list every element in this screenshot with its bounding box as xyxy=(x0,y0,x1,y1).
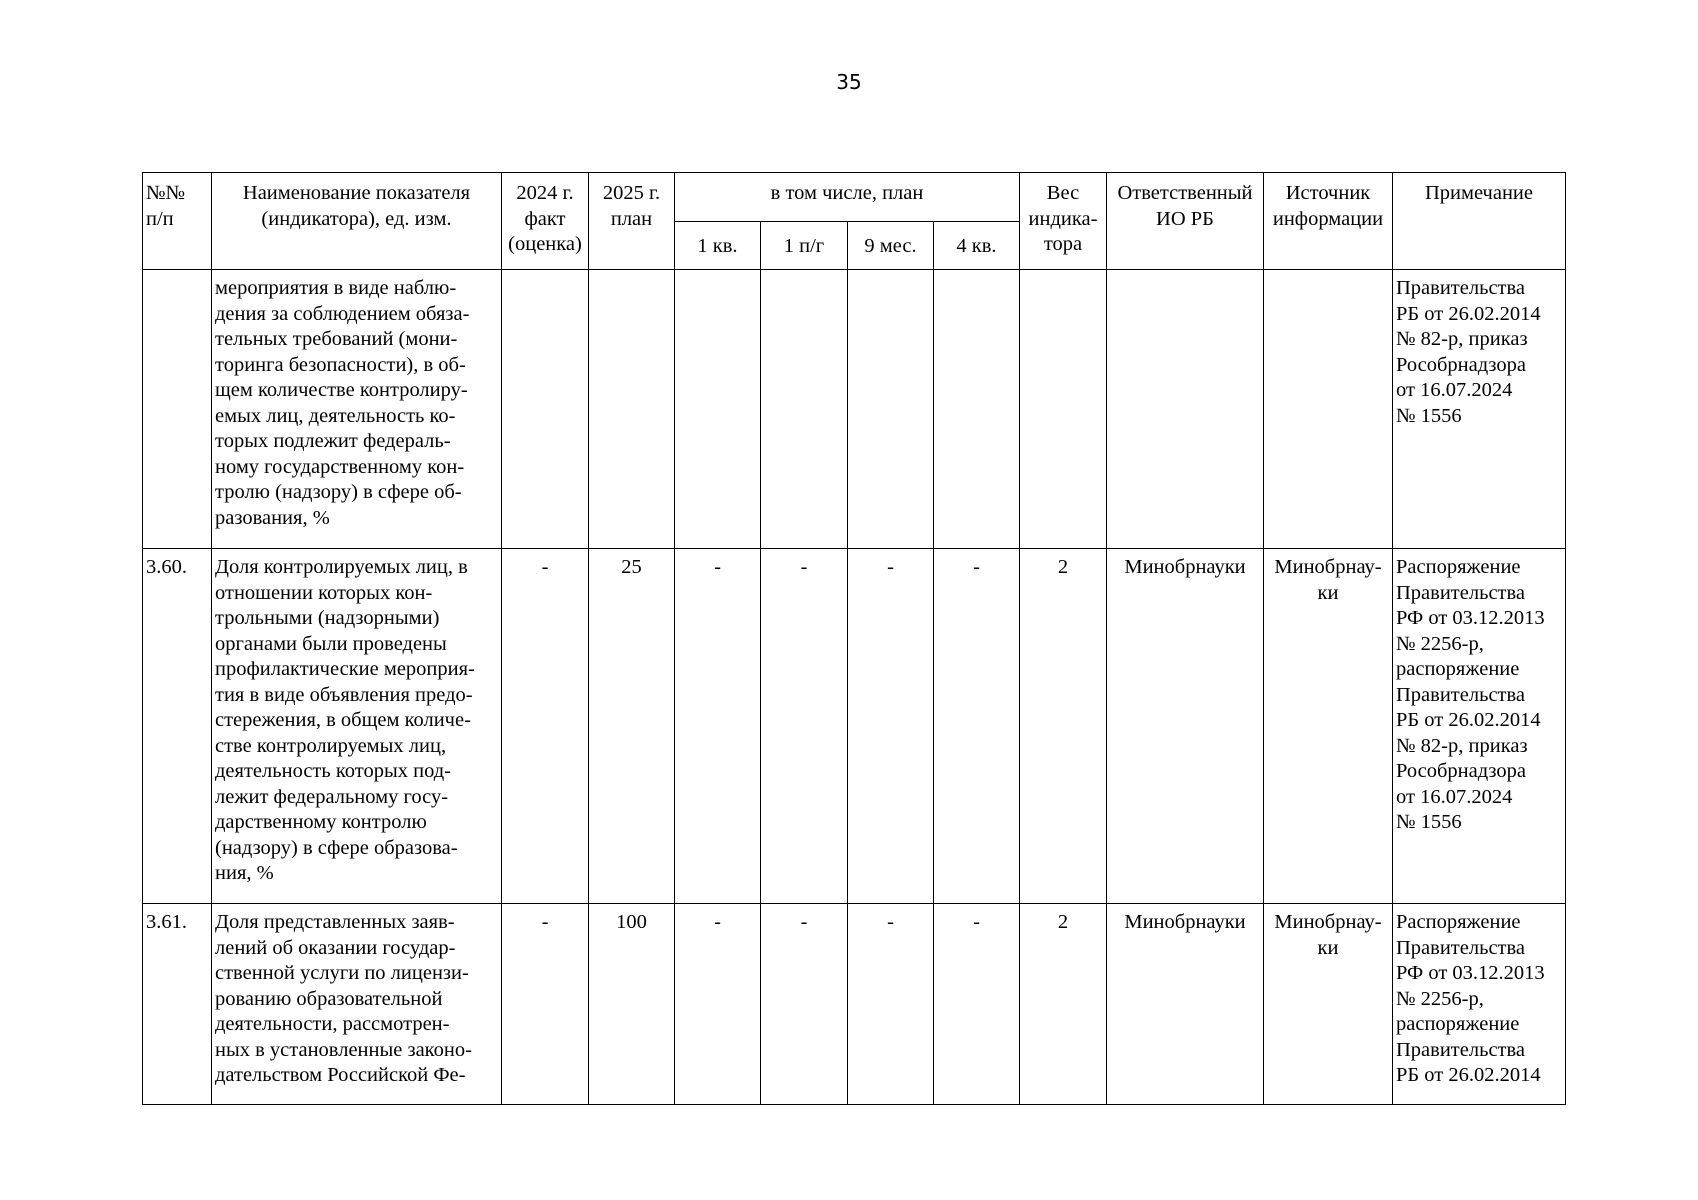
cell-num: 3.60. xyxy=(143,549,212,904)
cell-weight xyxy=(1020,270,1107,549)
table-header-row xyxy=(143,173,1566,222)
header-9-months: 9 мес. xyxy=(848,222,934,270)
cell-q4: - xyxy=(934,904,1020,1105)
header-source: Источник информации xyxy=(1264,173,1393,270)
cell-q1: - xyxy=(675,904,761,1105)
cell-q1: - xyxy=(675,549,761,904)
cell-name: Доля представленных заяв- лений об оказании государ- ственной услуги по лицензи- рованию образовательной деятельности, рассмотрен- ных в установленные законо- дательством Российской Фе- xyxy=(212,904,502,1105)
header-responsible: Ответственный ИО РБ xyxy=(1107,173,1264,270)
cell-fact-2024 xyxy=(502,270,589,549)
cell-9-months xyxy=(848,270,934,549)
cell-9-months: - xyxy=(848,904,934,1105)
cell-q4 xyxy=(934,270,1020,549)
cell-note: Распоряжение Правительства РФ от 03.12.2013 № 2256-р, распоряжение Правительства РБ от 26.02.2014 № 82-р, приказ Рособрнадзора от 16.07.2024 № 1556 xyxy=(1393,549,1566,904)
cell-name: мероприятия в виде наблю- дения за соблюдением обяза- тельных требований (мони- торинга безопасности), в об- щем количестве контролиру- емых лиц, деятельность ко- торых подлежит федераль- ному государственному кон- тролю (надзору) в сфере об- разования, % xyxy=(212,270,502,549)
cell-fact-2024: - xyxy=(502,904,589,1105)
cell-q1 xyxy=(675,270,761,549)
cell-h1 xyxy=(761,270,848,549)
header-q1: 1 кв. xyxy=(675,222,761,270)
header-name: Наименование показателя (индикатора), ед. изм. xyxy=(212,173,502,270)
cell-plan-2025: 100 xyxy=(589,904,675,1105)
cell-source xyxy=(1264,270,1393,549)
cell-source: Минобрнау- ки xyxy=(1264,904,1393,1105)
header-q4: 4 кв. xyxy=(934,222,1020,270)
table-row xyxy=(143,270,1566,549)
cell-note: Правительства РБ от 26.02.2014 № 82-р, приказ Рособрнадзора от 16.07.2024 № 1556 xyxy=(1393,270,1566,549)
header-including-plan: в том числе, план xyxy=(675,173,1020,222)
header-h1: 1 п/г xyxy=(761,222,848,270)
cell-responsible xyxy=(1107,270,1264,549)
cell-plan-2025: 25 xyxy=(589,549,675,904)
cell-q4: - xyxy=(934,549,1020,904)
cell-weight: 2 xyxy=(1020,904,1107,1105)
table-row xyxy=(143,904,1566,1105)
cell-plan-2025 xyxy=(589,270,675,549)
cell-num: 3.61. xyxy=(143,904,212,1105)
cell-fact-2024: - xyxy=(502,549,589,904)
header-num: №№ п/п xyxy=(143,173,212,270)
page-number: 35 xyxy=(836,70,862,94)
indicators-table xyxy=(142,172,1566,1105)
cell-h1: - xyxy=(761,904,848,1105)
cell-9-months: - xyxy=(848,549,934,904)
table-row xyxy=(143,549,1566,904)
header-weight: Вес индика- тора xyxy=(1020,173,1107,270)
header-plan-2025: 2025 г. план xyxy=(589,173,675,270)
cell-responsible: Минобрнауки xyxy=(1107,904,1264,1105)
cell-weight: 2 xyxy=(1020,549,1107,904)
header-fact-2024: 2024 г. факт (оценка) xyxy=(502,173,589,270)
cell-responsible: Минобрнауки xyxy=(1107,549,1264,904)
cell-source: Минобрнау- ки xyxy=(1264,549,1393,904)
cell-h1: - xyxy=(761,549,848,904)
cell-note: Распоряжение Правительства РФ от 03.12.2013 № 2256-р, распоряжение Правительства РБ от 26.02.2014 xyxy=(1393,904,1566,1105)
cell-num xyxy=(143,270,212,549)
header-note: Примечание xyxy=(1393,173,1566,270)
cell-name: Доля контролируемых лиц, в отношении которых кон- трольными (надзорными) органами были проведены профилактические мероприя- тия в виде объявления предо- стережения, в общем количе- стве контролируемых лиц, деятельность которых под- лежит федеральному госу- дарственному контролю (надзору) в сфере образова- ния, % xyxy=(212,549,502,904)
